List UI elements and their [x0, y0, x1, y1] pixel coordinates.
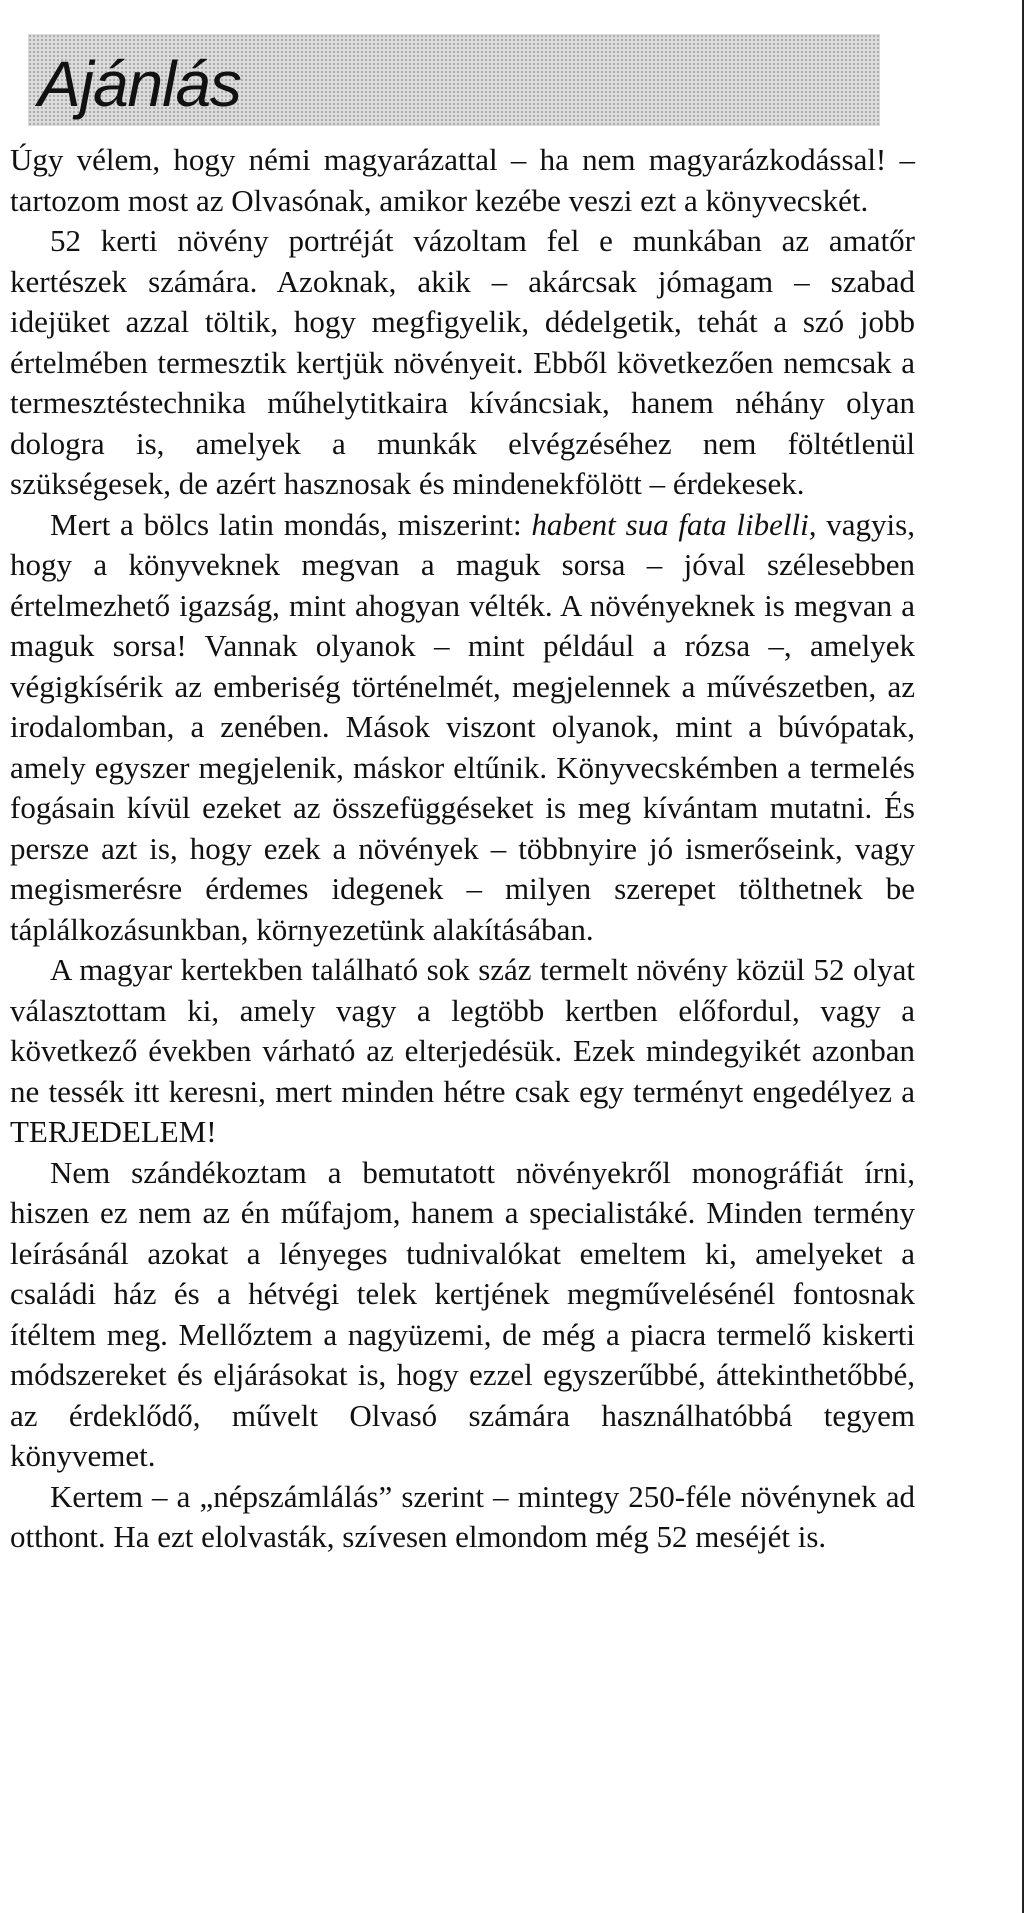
paragraph-5: Nem szándékoztam a bemutatott növényekről monográfiát írni, hiszen ez nem az én műfajom, hanem a specialistáké. Minden termény leírásánál azokat a lényeges tudnivalókat emeltem ki, amelyeket a családi ház és a hétvégi telek kertjének megművelésénél fontosnak ítéltem meg. Mellőztem a nagyüzemi, de még a piacra termelő kiskerti módszereket és eljárásokat is, hogy ezzel egyszerűbbé, áttekinthetőbbé, az érdeklődő, művelt Olvasó számára használhatóbbá tegyem könyvemet. [10, 1154, 915, 1473]
paragraph-3-start: Mert a bölcs latin mondás, miszerint: [50, 506, 532, 542]
paragraph-2: 52 kerti növény portréját vázoltam fel e munkában az amatőr kertészek számára. Azoknak, akik – akárcsak jómagam – szabad idejüket azzal töltik, hogy megfigyelik, dédelgetik, tehát a szó jobb értelmében termesztik kertjük növényeit. Ebből következően nemcsak a termesztéstechnika műhelytitkaira kíváncsiak, hanem néhány olyan dologra is, amelyek a munkák elvégzéséhez nem föltétlenül szükségesek, de azért hasznosak és mindenekfölött – érdekesek. [10, 223, 915, 501]
page-title: Ajánlás [38, 48, 241, 120]
latin-quote: habent sua fata libelli, [531, 506, 817, 542]
paragraph-6: Kertem – a „népszámlálás” szerint – mintegy 250-féle növénynek ad otthont. Ha ezt elolvasták, szívesen elmondom még 52 meséjét is. [10, 1478, 915, 1554]
paragraph-3-rest: vagyis, hogy a könyveknek megvan a maguk sorsa – jóval szélesebben értelmezhető igazság, mint ahogyan vélték. A növényeknek is megvan a maguk sorsa! Vannak olyanok – mint például a rózsa –, amelyek végigkísérik az emberiség történelmét, megjelennek a művészetben, az irodalomban, a zenében. Mások viszont olyanok, mint a búvópatak, amely egyszer megjelenik, máskor eltűnik. Könyvecskémben a termelés fogásain kívül ezeket az összefüggéseket is meg kívántam mutatni. És persze azt is, hogy ezek a növények – többnyire jó ismerőseink, vagy megismerésre érdemes idegenek – milyen szerepet tölthetnek be táplálkozásunkban, környezetünk alakításában. [10, 506, 915, 947]
paragraph-4: A magyar kertekben található sok száz termelt növény közül 52 olyat választottam ki, amely vagy a legtöbb kertben előfordul, vagy a következő években várható az elterjedésük. Ezek mindegyikét azonban ne tessék itt keresni, mert minden hétre csak egy terményt engedélyez a TERJEDELEM! [10, 952, 915, 1149]
paragraph-1: Úgy vélem, hogy némi magyarázattal – ha nem magyarázkodással! – tartozom most az Olvasónak, amikor kezébe veszi ezt a könyvecskét. [10, 142, 915, 218]
body-text [10, 140, 915, 1558]
paragraph-3 [10, 505, 915, 951]
